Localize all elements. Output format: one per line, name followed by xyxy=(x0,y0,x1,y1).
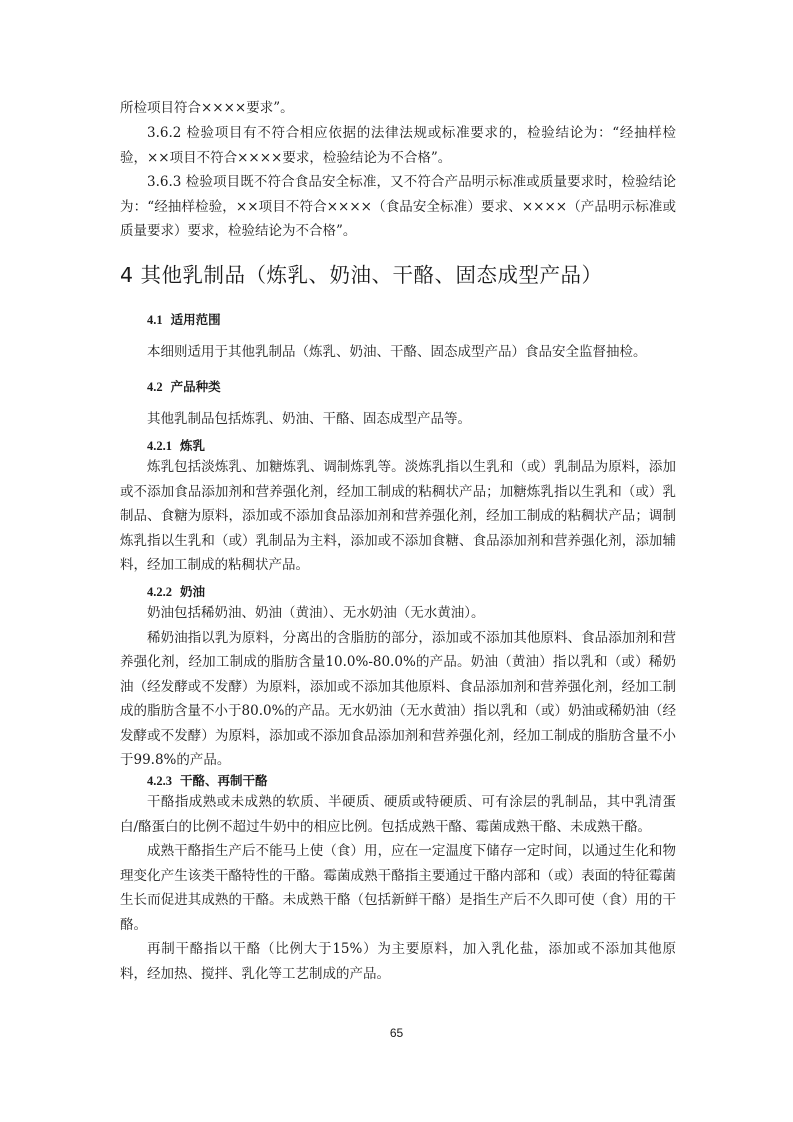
heading-number: 4.2.1 xyxy=(147,439,172,453)
clause-3-6-2 xyxy=(120,121,676,170)
paragraph-4-2-2-b: 稀奶油指以乳为原料，分离出的含脂肪的部分，添加或不添加其他原料、食品添加剂和营养强化剂，经加工制成的脂肪含量10.0%-80.0%的产品。奶油（黄油）指以乳和（或）稀奶油（经发酵或不发酵）为原料，添加或不添加其他原料、食品添加剂和营养强化剂，经加工制成的脂肪含量不小于80.0%的产品。无水奶油（无水黄油）指以乳和（或）奶油或稀奶油（经发酵或不发酵）为原料，添加或不添加食品添加剂和营养强化剂，经加工制成的脂肪含量不小于99.8%的产品。 xyxy=(120,629,676,768)
paragraph-4-2-3-b: 成熟干酪指生产后不能马上使（食）用，应在一定温度下储存一定时间，以通过生化和物理变化产生该类干酪特性的干酪。霉菌成熟干酪指主要通过干酪内部和（或）表面的特征霉菌生长而促进其成熟的干酪。未成熟干酪（包括新鲜干酪）是指生产后不久即可使（食）用的干酪。 xyxy=(120,843,676,933)
heading-text: 适用范围 xyxy=(170,312,221,327)
heading-text: 炼乳 xyxy=(180,438,206,453)
paragraph-4-2: 其他乳制品包括炼乳、奶油、干酪、固态成型产品等。 xyxy=(147,411,471,427)
section-4-2-1-body xyxy=(120,455,676,578)
clause-3-6-3 xyxy=(120,170,676,244)
heading-4-2-3 xyxy=(147,771,268,789)
paragraph-4-2-2-a: 奶油包括稀奶油、奶油（黄油）、无水奶油（无水黄油）。 xyxy=(147,605,485,621)
heading-4-1 xyxy=(147,310,221,328)
heading-4-2-1 xyxy=(147,436,205,454)
heading-4-2-2 xyxy=(147,582,205,600)
section-4-2-body xyxy=(120,407,676,432)
heading-number: 4.2.2 xyxy=(147,585,172,599)
paragraph-4-1: 本细则适用于其他乳制品（炼乳、奶油、干酪、固态成型产品）食品安全监督抽检。 xyxy=(147,344,647,360)
heading-number: 4.2 xyxy=(147,380,163,394)
paragraph-4-2-1: 炼乳包括淡炼乳、加糖炼乳、调制炼乳等。淡炼乳指以生乳和（或）乳制品为原料，添加或不添加食品添加剂和营养强化剂，经加工制成的粘稠状产品；加糖炼乳指以生乳和（或）乳制品、食糖为原料，添加或不添加食品添加剂和营养强化剂，经加工制成的粘稠状产品；调制炼乳指以生乳和（或）乳制品为主料，添加或不添加食糖、食品添加剂和营养强化剂，添加辅料，经加工制成的粘稠状产品。 xyxy=(120,459,676,573)
page-number: 65 xyxy=(389,1026,404,1040)
section-4-heading: 4 其他乳制品（炼乳、奶油、干酪、固态成型产品） xyxy=(120,263,603,287)
section-4-1-body xyxy=(120,340,676,365)
continued-paragraph xyxy=(120,96,676,121)
paragraph-4-2-3-a: 干酪指成熟或未成熟的软质、半硬质、硬质或特硬质、可有涂层的乳制品，其中乳清蛋白/酪蛋白的比例不超过牛奶中的相应比例。包括成熟干酪、霉菌成熟干酪、未成熟干酪。 xyxy=(120,794,676,835)
heading-text: 产品种类 xyxy=(170,379,221,394)
heading-4-2 xyxy=(147,377,221,395)
section-4-2-3-body xyxy=(120,790,676,986)
paragraph-3-6-3: 3.6.3 检验项目既不符合食品安全标准，又不符合产品明示标准或质量要求时，检验结论为：“经抽样检验，××项目不符合××××（食品安全标准）要求、××××（产品明示标准或质量要求）要求，检验结论为不合格”。 xyxy=(120,174,676,239)
heading-number: 4.1 xyxy=(147,313,163,327)
heading-number: 4.2.3 xyxy=(147,774,172,788)
heading-text: 奶油 xyxy=(180,584,206,599)
paragraph-continuation: 所检项目符合××××要求”。 xyxy=(120,100,294,116)
paragraph-4-2-3-c: 再制干酪指以干酪（比例大于15%）为主要原料，加入乳化盐，添加或不添加其他原料，经加热、搅拌、乳化等工艺制成的产品。 xyxy=(120,941,676,982)
section-4-2-2-body xyxy=(120,601,676,773)
heading-text: 干酪、再制干酪 xyxy=(180,773,268,788)
paragraph-3-6-2: 3.6.2 检验项目有不符合相应依据的法律法规或标准要求的，检验结论为：“经抽样检验，××项目不符合××××要求，检验结论为不合格”。 xyxy=(120,125,676,166)
